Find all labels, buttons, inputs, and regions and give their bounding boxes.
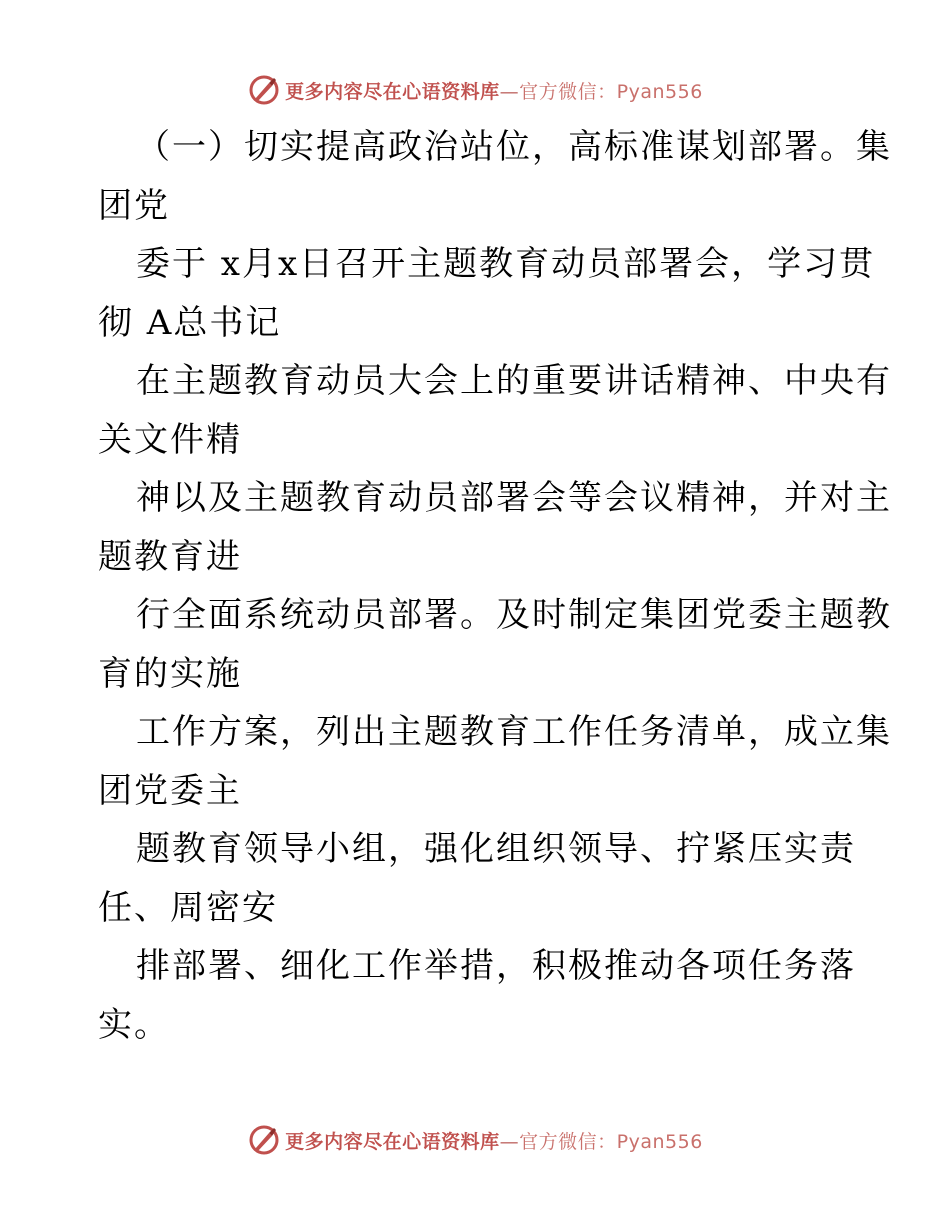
quill-pen-logo-icon — [247, 73, 281, 107]
quill-pen-logo-icon — [247, 1123, 281, 1157]
document-body — [98, 118, 892, 1054]
watermark-text — [285, 1127, 703, 1154]
paragraph-line: 团党 — [98, 185, 170, 226]
paragraph-line: 在主题教育动员大会上的重要讲话精神、中央有 — [136, 361, 892, 401]
watermark-main-text: 更多内容尽在心语资料库 — [285, 80, 500, 103]
watermark-text — [285, 77, 703, 104]
footer-watermark — [0, 1120, 950, 1160]
header-watermark — [0, 70, 950, 110]
paragraph-line: 排部署、细化工作举措，积极推动各项任务落 — [136, 946, 856, 986]
paragraph-line: 任、周密安 — [98, 887, 278, 928]
paragraph-line: 团党委主 — [98, 770, 242, 811]
paragraph-line: （一）切实提高政治站位，高标准谋划部署。集 — [136, 127, 892, 167]
paragraph-line: 题教育进 — [98, 536, 242, 577]
paragraph-line: 工作方案，列出主题教育工作任务清单，成立集 — [136, 712, 892, 752]
watermark-main-text: 更多内容尽在心语资料库 — [285, 1130, 500, 1153]
paragraph-line: 题教育领导小组，强化组织领导、拧紧压实责 — [136, 829, 856, 869]
paragraph-line: 关文件精 — [98, 419, 242, 460]
paragraph-line: 行全面系统动员部署。及时制定集团党委主题教 — [136, 595, 892, 635]
paragraph-line: 育的实施 — [98, 653, 242, 694]
paragraph-line: 实。 — [98, 1004, 170, 1045]
paragraph-line: 委于 x月x日召开主题教育动员部署会，学习贯 — [136, 244, 876, 284]
watermark-separator: — — [499, 80, 520, 103]
paragraph-line: 神以及主题教育动员部署会等会议精神，并对主 — [136, 478, 892, 518]
watermark-separator: — — [499, 1130, 520, 1153]
paragraph-line: 彻 A总书记 — [98, 302, 282, 343]
watermark-sub-text: 官方微信：Pyan556 — [519, 80, 703, 103]
watermark-sub-text: 官方微信：Pyan556 — [519, 1130, 703, 1153]
